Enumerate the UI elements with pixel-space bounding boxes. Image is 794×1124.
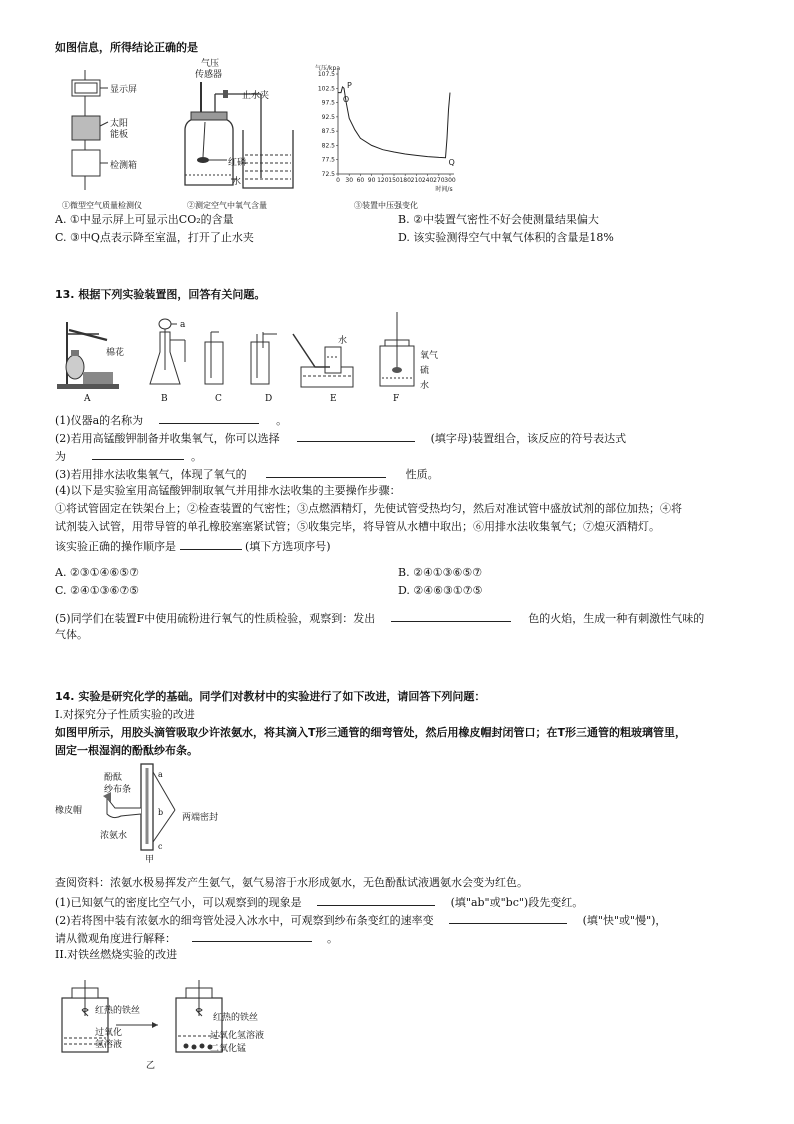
x-tick-label: 210 [410, 177, 423, 184]
x-tick-label: 0 [336, 177, 340, 184]
q12-option-a[interactable]: A. ①中显示屏上可显示出CO₂的含量 [55, 213, 234, 226]
q12-option-d[interactable]: D. 该实验测得空气中氧气体积的含量是18% [398, 231, 614, 244]
label-a: A [84, 394, 91, 404]
label-solar-a: 太阳 [110, 119, 129, 129]
y-tick-label: 97.5 [321, 99, 335, 107]
label-phenol-b: 纱布条 [104, 785, 132, 795]
q12-option-c[interactable]: C. ③中Q点表示降至室温，打开了止水夹 [55, 231, 254, 244]
label-seal: 两端密封 [182, 813, 219, 823]
label-port-a: a [180, 320, 186, 330]
label-f-water: 水 [420, 381, 430, 391]
q13-p4a: ①将试管固定在铁架台上；②检查装置的气密性；③点燃酒精灯，先使试管受热均匀，然后对准试管中盛放试剂的部位加热；④将 [55, 502, 682, 515]
q13-p5b: 气体。 [55, 628, 88, 641]
label-screen: 显示屏 [110, 85, 138, 95]
q13-p4: (4)以下是实验室用高锰酸钾制取氧气并用排水法收集的主要操作步骤： [55, 484, 401, 497]
annotation-q: Q [448, 158, 455, 167]
answer-blank-3[interactable] [92, 448, 184, 460]
q12-option-b[interactable]: B. ②中装置气密性不好会使测量结果偏大 [398, 213, 599, 226]
y-tick-label: 102.5 [317, 85, 335, 93]
label-e-water: 水 [338, 336, 348, 346]
answer-blank-5[interactable] [180, 538, 242, 550]
label-d: D [265, 394, 273, 404]
annotation-o: O [342, 95, 350, 105]
label-sensor-a: 气压 [201, 59, 220, 69]
x-tick-label: 120 [377, 177, 389, 184]
answer-blank-1[interactable] [159, 412, 259, 424]
y-tick-label: 87.5 [321, 128, 335, 136]
label-h2o2-a: 过氧化 [95, 1028, 123, 1038]
caption-fig1: ①微型空气质量检测仪 [62, 201, 142, 210]
y-tick-label: 107.5 [317, 71, 335, 78]
q13-stem: 13. 根据下列实验装置图，回答有关问题。 [55, 288, 266, 301]
x-tick-label: 300 [444, 177, 456, 184]
q13-option-d[interactable]: D. ②④⑥③①⑦⑤ [398, 584, 483, 597]
q13-option-b[interactable]: B. ②④①③⑥⑤⑦ [398, 566, 483, 579]
label-pt-a: a [158, 770, 163, 779]
label-wire2: 红热的铁丝 [213, 1013, 259, 1023]
label-h2o2-2: 过氧化氢溶液 [210, 1031, 265, 1041]
label-mno2: 二氧化锰 [210, 1044, 247, 1054]
answer-blank-8[interactable] [449, 912, 567, 924]
label-cotton: 棉花 [106, 348, 125, 358]
y-tick-label: 82.5 [321, 142, 335, 150]
answer-blank-2[interactable] [297, 430, 415, 442]
answer-blank-9[interactable] [192, 930, 312, 942]
q14-info: 查阅资料：浓氨水极易挥发产生氨气，氨气易溶于水形成氨水，无色酚酞试液遇氨水会变为红色。 [55, 876, 528, 889]
answer-blank-4[interactable] [266, 466, 386, 478]
x-tick-label: 30 [345, 177, 354, 184]
answer-blank-6[interactable] [391, 610, 511, 622]
x-tick-label: 270 [433, 177, 445, 184]
label-f: F [393, 394, 400, 404]
pressure-chart [300, 62, 460, 200]
label-solar-b: 能板 [110, 130, 129, 140]
label-h2o2-b: 氢溶液 [95, 1040, 123, 1050]
label-detect: 检测箱 [110, 161, 138, 171]
q14-q2: (2)若将图中装有浓氨水的细弯管处浸入冰水中，可观察到纱布条变红的速率变 (填"快"或"慢")， [55, 914, 667, 927]
x-tick-label: 90 [367, 177, 376, 184]
q12-stem: 如图信息，所得结论正确的是 [55, 41, 198, 54]
label-e: E [330, 394, 337, 404]
q13-option-c[interactable]: C. ②④①③⑥⑦⑤ [55, 584, 140, 597]
q14-sec2: II.对铁丝燃烧实验的改进 [55, 948, 178, 961]
q13-p4c: 该实验正确的操作顺序是 (填下方选项序号) [55, 540, 331, 553]
q14-q1: (1)已知氨气的密度比空气小，可以观察到的现象是 (填"ab"或"bc")段先变红。 [55, 896, 584, 909]
q13-p4b: 试剂装入试管，用带导管的单孔橡胶塞塞紧试管；⑤收集完毕，将导管从水槽中取出；⑥用排水法收集氧气；⑦熄灭酒精灯。 [55, 520, 660, 533]
x-axis-label: 时间/s [435, 186, 453, 193]
x-tick-label: 60 [356, 177, 365, 184]
q14-sec1: I.对探究分子性质实验的改进 [55, 708, 195, 721]
x-tick-label: 180 [399, 177, 411, 184]
label-phenol-a: 酚酞 [104, 773, 123, 783]
answer-blank-7[interactable] [317, 894, 435, 906]
y-tick-label: 77.5 [321, 156, 335, 164]
x-tick-label: 150 [388, 177, 400, 184]
q13-p3: (3)若用排水法收集氧气，体现了氧气的 性质。 [55, 468, 439, 481]
label-b: B [161, 394, 168, 404]
label-phosphor: 红磷 [228, 158, 247, 168]
caption-fig2: ②测定空气中氧气含量 [187, 201, 267, 210]
label-water: 水 [232, 177, 242, 187]
y-tick-label: 92.5 [321, 113, 335, 121]
label-sensor-b: 传感器 [195, 70, 223, 80]
label-jia: 甲 [145, 855, 155, 865]
label-wire1: 红热的铁丝 [95, 1006, 141, 1016]
q13-p5: (5)同学们在装置F中使用硫粉进行氧气的性质检验，观察到：发出 色的火焰，生成一种有刺激性气味的 [55, 612, 705, 625]
q13-option-a[interactable]: A. ②③①④⑥⑤⑦ [55, 566, 139, 579]
label-ammonia: 浓氨水 [100, 831, 128, 841]
q14-intro2: 固定一根湿润的酚酞纱布条。 [55, 744, 198, 757]
label-oxygen: 氧气 [420, 351, 439, 361]
caption-fig3: ③装置中压强变化 [354, 201, 418, 210]
label-pt-c: c [158, 842, 163, 851]
label-rubber-cap: 橡皮帽 [55, 806, 83, 816]
q14-stem: 14. 实验是研究化学的基础。同学们对教材中的实验进行了如下改进，请回答下列问题： [55, 690, 486, 703]
y-axis-label: 气压/kpa [315, 65, 340, 72]
label-clamp: 止水夹 [242, 91, 270, 101]
q13-p2b: 为 。 [55, 450, 202, 463]
label-sulfur: 硫 [420, 366, 430, 376]
pressure-series-line [338, 87, 450, 158]
label-pt-b: b [158, 808, 164, 817]
label-c: C [215, 394, 222, 404]
q14-q2b: 请从微观角度进行解释： 。 [55, 932, 338, 945]
label-yi: 乙 [146, 1061, 156, 1071]
q13-p2: (2)若用高锰酸钾制备并收集氧气，你可以选择 (填字母)装置组合，该反应的符号表达式 [55, 432, 627, 445]
x-tick-label: 240 [421, 177, 434, 184]
q14-intro1: 如图甲所示，用胶头滴管吸取少许浓氨水，将其滴入T形三通管的细弯管处，然后用橡皮帽封闭管口；在T形三通管的粗玻璃管里， [55, 726, 687, 739]
y-tick-label: 72.5 [321, 171, 335, 178]
annotation-p: P [346, 80, 352, 90]
q13-p1: (1)仪器a的名称为 。 [55, 414, 288, 427]
